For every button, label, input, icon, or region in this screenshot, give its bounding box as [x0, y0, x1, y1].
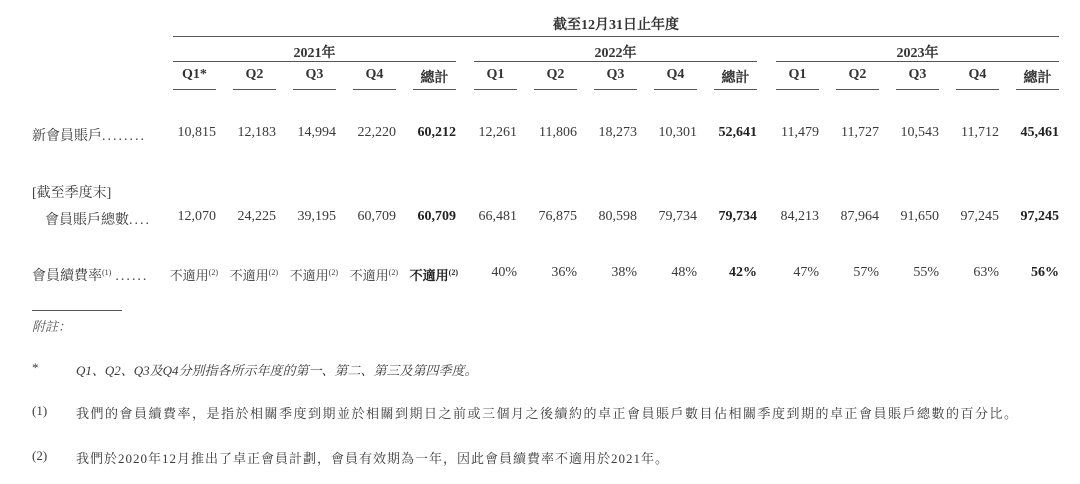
note-marker: * — [32, 360, 39, 375]
quarter-header: Q1* — [182, 67, 207, 82]
note-marker: (1) — [32, 403, 48, 418]
row-label-text: 會員賬戶總數 — [45, 213, 129, 228]
leader-dots: .... — [129, 213, 151, 228]
note-text: Q1、Q2、Q3及Q4分別指各所示年度的第一、第二、第三及第四季度。 — [76, 363, 478, 378]
table-cell: 60,709 — [357, 209, 396, 224]
quarter-header: Q2 — [245, 67, 264, 82]
table-cell: 10,543 — [900, 125, 939, 140]
table-cell: 84,213 — [780, 209, 819, 224]
footnote-ref: (2) — [328, 268, 338, 277]
quarter-header: Q2 — [848, 67, 867, 82]
table-cell: 45,461 — [1020, 125, 1059, 140]
cell-value: 不適用 — [229, 268, 269, 283]
table-cell: 60,212 — [417, 125, 456, 140]
footnote-ref: (1) — [102, 268, 112, 277]
table-cell-na — [154, 265, 218, 284]
cell-value: 不適用 — [169, 268, 209, 283]
row-label-total-accounts — [45, 209, 151, 229]
table-cell: 79,734 — [718, 209, 757, 224]
note-text: 我們的會員續費率，是指於相關季度到期並於相關到期日之前或三個月之後續約的卓正會員賬戶數目佔相關季度到期的卓正會員賬戶總數的百分比。 — [76, 406, 1019, 421]
table-cell: 38% — [611, 265, 637, 280]
notes-divider — [32, 310, 122, 311]
quarter-rule — [1016, 89, 1059, 90]
cell-value: 不適用 — [289, 268, 329, 283]
table-cell-na — [214, 265, 278, 284]
table-cell: 11,479 — [781, 125, 819, 140]
table-cell-na — [334, 265, 398, 284]
table-cell: 11,727 — [841, 125, 879, 140]
footnote-ref: (2) — [388, 268, 398, 277]
table-cell: 12,070 — [177, 209, 216, 224]
quarter-header: Q3 — [305, 67, 324, 82]
quarter-header: Q1 — [788, 67, 807, 82]
leader-dots: ...... — [115, 269, 149, 284]
table-cell: 60,709 — [417, 209, 456, 224]
quarter-header: Q4 — [666, 67, 685, 82]
row-group-label: [截至季度末] — [32, 186, 112, 201]
table-cell: 10,301 — [658, 125, 697, 140]
table-cell: 57% — [853, 265, 879, 280]
table-cell: 56% — [1031, 265, 1059, 280]
table-cell: 47% — [793, 265, 819, 280]
quarter-header: 總計 — [420, 71, 449, 86]
table-cell: 40% — [491, 265, 517, 280]
cell-value: 不適用 — [409, 268, 449, 283]
quarter-header: Q4 — [365, 67, 384, 82]
table-cell: 80,598 — [598, 209, 637, 224]
quarter-rule — [896, 89, 939, 90]
year-rule-2023 — [776, 61, 1059, 62]
quarter-rule — [353, 89, 396, 90]
note-text: 我們於2020年12月推出了卓正會員計劃，會員有效期為一年，因此會員續費率不適用於2021年。 — [76, 451, 670, 466]
table-cell: 79,734 — [658, 209, 697, 224]
note-marker: (2) — [32, 448, 48, 463]
table-period-title: 截至12月31日止年度 — [553, 18, 679, 33]
table-cell: 91,650 — [900, 209, 939, 224]
quarter-header: 總計 — [1023, 71, 1052, 86]
quarter-header: Q4 — [968, 67, 987, 82]
year-header-2023: 2023年 — [896, 46, 939, 61]
row-label-text: 會員續費率 — [32, 269, 102, 284]
table-cell: 63% — [973, 265, 999, 280]
row-label-text: 新會員賬戶 — [32, 129, 102, 144]
quarter-rule — [233, 89, 276, 90]
table-cell: 48% — [671, 265, 697, 280]
quarter-rule — [293, 89, 336, 90]
table-cell: 14,994 — [297, 125, 336, 140]
year-rule-2021 — [173, 61, 456, 62]
table-cell-na — [394, 265, 458, 284]
quarter-header: Q1 — [486, 67, 505, 82]
quarter-rule — [714, 89, 757, 90]
quarter-rule — [836, 89, 879, 90]
table-cell: 36% — [551, 265, 577, 280]
table-cell: 97,245 — [1020, 209, 1059, 224]
table-cell: 10,815 — [177, 125, 216, 140]
quarter-rule — [474, 89, 517, 90]
row-label-renewal-rate — [32, 265, 148, 285]
cell-value: 不適用 — [349, 268, 389, 283]
quarter-rule — [776, 89, 819, 90]
table-cell-na — [274, 265, 338, 284]
year-header-2022: 2022年 — [594, 46, 637, 61]
quarter-header: 總計 — [721, 71, 750, 86]
quarter-rule — [594, 89, 637, 90]
table-cell: 76,875 — [538, 209, 577, 224]
quarter-rule — [654, 89, 697, 90]
footnote-ref: (2) — [268, 268, 278, 277]
leader-dots: ........ — [102, 129, 146, 144]
quarter-rule — [534, 89, 577, 90]
notes-heading: 附註： — [32, 319, 72, 334]
quarter-header: Q3 — [606, 67, 625, 82]
table-cell: 24,225 — [237, 209, 276, 224]
quarter-rule — [173, 89, 216, 90]
year-rule-2022 — [474, 61, 757, 62]
table-cell: 55% — [913, 265, 939, 280]
table-cell: 12,261 — [478, 125, 517, 140]
quarter-header: Q2 — [546, 67, 565, 82]
year-header-2021: 2021年 — [293, 46, 336, 61]
quarter-rule — [956, 89, 999, 90]
row-label-new-accounts — [32, 125, 146, 145]
table-cell: 22,220 — [357, 125, 396, 140]
table-cell: 66,481 — [478, 209, 517, 224]
table-cell: 39,195 — [297, 209, 336, 224]
footnote-ref: (2) — [448, 268, 458, 277]
footnote-ref: (2) — [208, 268, 218, 277]
table-cell: 18,273 — [598, 125, 637, 140]
table-cell: 97,245 — [960, 209, 999, 224]
table-cell: 87,964 — [840, 209, 879, 224]
table-cell: 12,183 — [237, 125, 276, 140]
table-cell: 42% — [729, 265, 757, 280]
quarter-rule — [413, 89, 456, 90]
table-cell: 11,806 — [539, 125, 577, 140]
quarter-header: Q3 — [908, 67, 927, 82]
header-rule-top — [173, 36, 1059, 37]
table-cell: 11,712 — [961, 125, 999, 140]
table-cell: 52,641 — [718, 125, 757, 140]
